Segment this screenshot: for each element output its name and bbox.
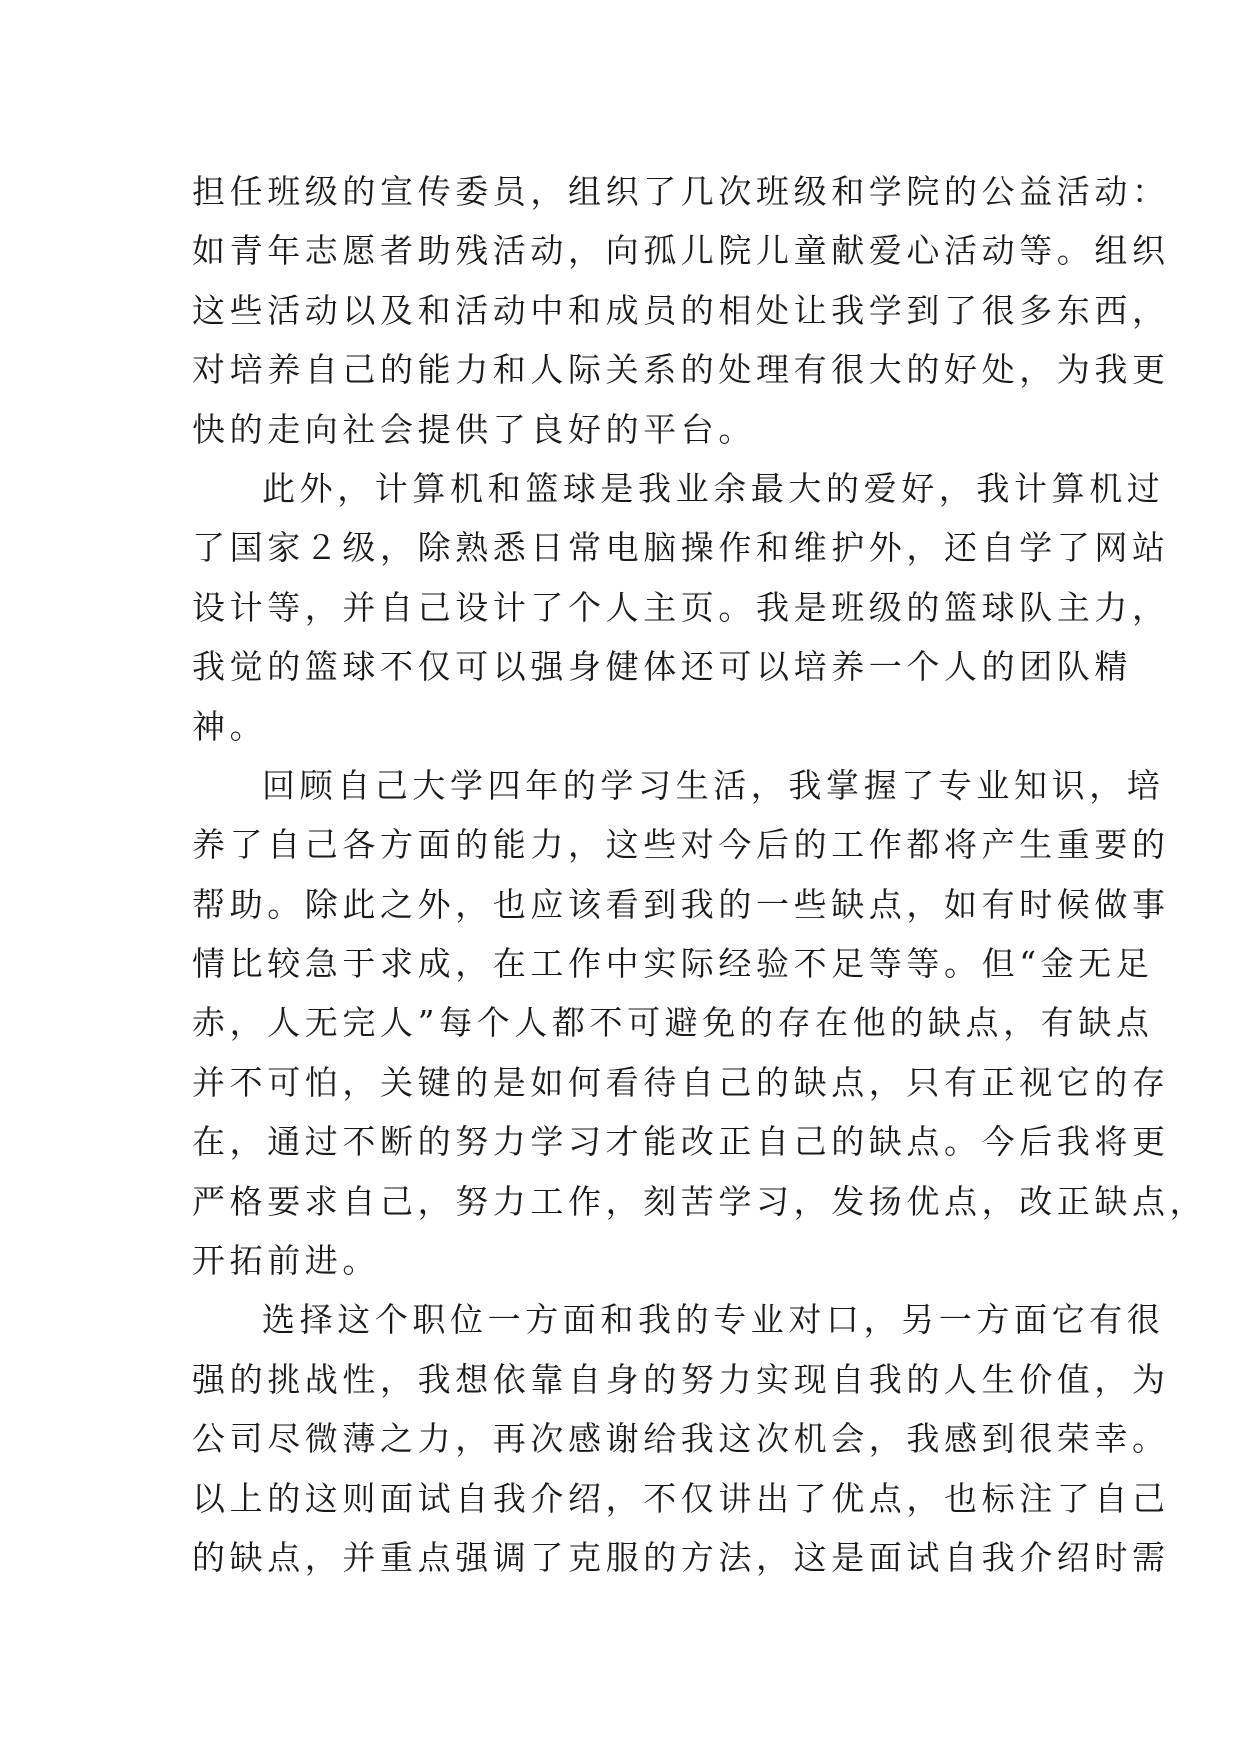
- paragraph-first-line: 此外，计算机和篮球是我业余最大的爱好，我计算机过: [262, 468, 1165, 508]
- text-line: 这些活动以及和活动中和成员的相处让我学到了很多东西，: [192, 290, 1170, 330]
- text-line: 以上的这则面试自我介绍，不仅讲出了优点，也标注了自己: [192, 1478, 1170, 1518]
- text-line: 担任班级的宣传委员，组织了几次班级和学院的公益活动：: [192, 172, 1170, 211]
- text-line: 神。: [192, 706, 268, 746]
- paragraph-first-line: 选择这个职位一方面和我的专业对口，另一方面它有很: [262, 1300, 1165, 1340]
- text-line: 严格要求自己，努力工作，刻苦学习，发扬优点，改正缺点，: [192, 1181, 1208, 1221]
- text-line: 赤，人无完人”每个人都不可避免的存在他的缺点，有缺点: [192, 1003, 1154, 1043]
- text-line: 设计等，并自己设计了个人主页。我是班级的篮球队主力，: [192, 587, 1170, 627]
- text-line: 并不可怕，关键的是如何看待自己的缺点，只有正视它的存: [192, 1062, 1170, 1102]
- text-line: 了国家２级，除熟悉日常电脑操作和维护外，还自学了网站: [192, 528, 1170, 568]
- text-line: 帮助。除此之外，也应该看到我的一些缺点，如有时候做事: [192, 884, 1170, 924]
- text-line: 我觉的篮球不仅可以强身健体还可以培养一个人的团队精: [192, 647, 1132, 687]
- text-line: 如青年志愿者助残活动，向孤儿院儿童献爱心活动等。组织: [192, 231, 1170, 271]
- document-body: [192, 162, 1208, 1587]
- text-line: 养了自己各方面的能力，这些对今后的工作都将产生重要的: [192, 825, 1170, 865]
- text-line: 快的走向社会提供了良好的平台。: [192, 409, 756, 449]
- text-line: 公司尽微薄之力，再次感谢给我这次机会，我感到很荣幸。: [192, 1419, 1170, 1459]
- text-line: 的缺点，并重点强调了克服的方法，这是面试自我介绍时需: [192, 1537, 1170, 1577]
- text-line: 情比较急于求成，在工作中实际经验不足等等。但“金无足: [192, 944, 1154, 984]
- text-line: 开拓前进。: [192, 1241, 380, 1281]
- text-line: 强的挑战性，我想依靠自身的努力实现自我的人生价值，为: [192, 1359, 1170, 1399]
- paragraph-first-line: 回顾自己大学四年的学习生活，我掌握了专业知识，培: [262, 765, 1165, 805]
- text-line: 在，通过不断的努力学习才能改正自己的缺点。今后我将更: [192, 1122, 1170, 1162]
- text-line: 对培养自己的能力和人际关系的处理有很大的好处，为我更: [192, 350, 1170, 390]
